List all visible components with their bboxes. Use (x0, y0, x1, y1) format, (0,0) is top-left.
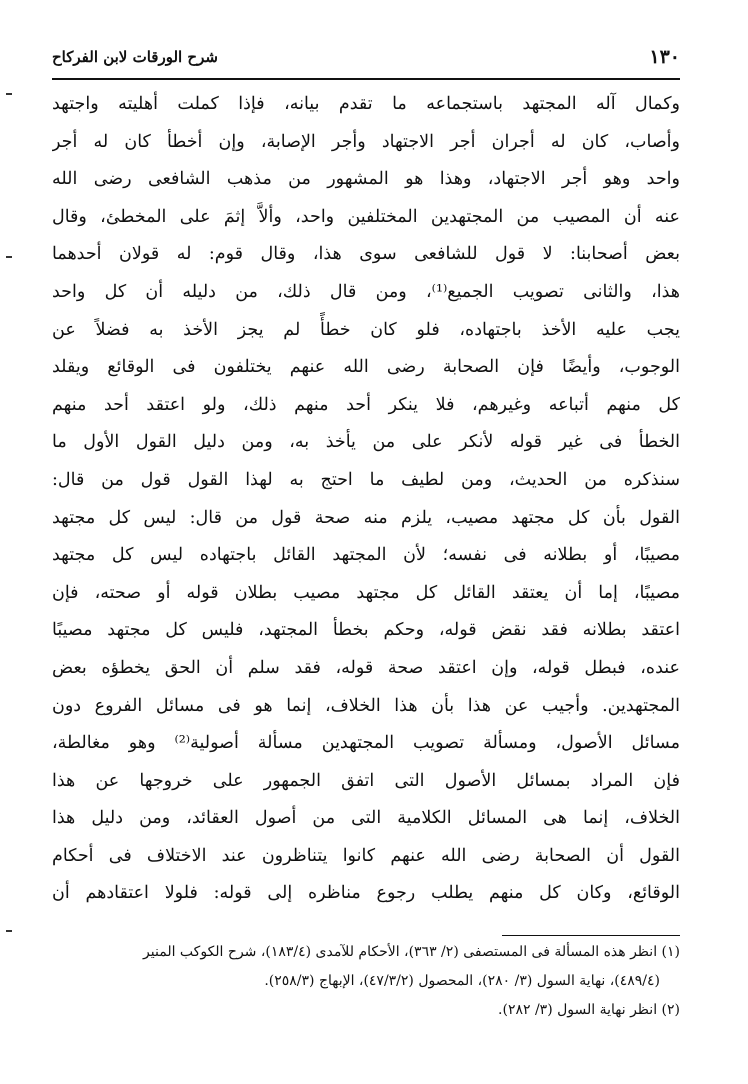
text-line: وأصاب، كان له أجران أجر الاجتهاد وأجر الإصابة، وإن أخطأ كان له أجر (52, 131, 680, 152)
text-line: اعتقد بطلانه فقد نقض قوله، وحكم بخطأ المجتهد، فليس كل مجتهد مصيبًا (52, 620, 680, 641)
page-header (52, 42, 680, 76)
text-line: بعض أصحابنا: لا قول للشافعى سوى هذا، وقال قوم: له قولان أحدهما (52, 244, 680, 265)
text-line: الوجوب، وأيضًا فإن الصحابة رضى الله عنهم يختلفون فى الوقائع ويقلد (52, 357, 680, 378)
text-line: سنذكره من الحديث، ومن لطيف ما احتج به لهذا القول قول من قال: (52, 469, 680, 490)
page-number: ١٣٠ (649, 46, 680, 68)
running-title: شرح الورقات لابن الفركاح (52, 48, 218, 66)
text-line: كل منهم أتباعه وغيرهم، فلا ينكر أحد منهم ذلك، ولو اعتقد أحد منهم (52, 394, 680, 415)
footnote-2: (٢) انظر نهاية السول (٣/ ٢٨٢). (498, 1002, 680, 1018)
margin-mark (6, 930, 12, 932)
text-line: الوقائع، وكان كل منهم يطلب رجوع مناظره إلى قوله: فلولا اعتقادهم أن (52, 883, 680, 904)
margin-mark (6, 93, 12, 95)
text-line: مسائل الأصول، ومسألة تصويب المجتهدين مسألة أصولية⁽²⁾ وهو مغالطة، (52, 733, 680, 754)
text-line: الخطأ فى غير قوله لأنكر على من يأخذ به، ومن دليل القول الأول ما (52, 432, 680, 453)
margin-mark (6, 256, 12, 258)
text-line: المجتهدين. وأجيب عن هذا بأن هذا الخلاف، إنما هو فى مسائل الفروع دون (52, 695, 680, 716)
text-line: واحد وهو أجر الاجتهاد، وهذا هو المشهور من مذهب الشافعى رضى الله (52, 169, 680, 190)
footnote-1: (١) انظر هذه المسألة فى المستصفى (٢/ ٣٦٣)، الأحكام للآمدى (١٨٣/٤)، شرح الكوكب المنير (143, 944, 680, 960)
text-line: هذا، والثانى تصويب الجميع⁽¹⁾، ومن قال ذلك، من دليله أن كل واحد (52, 281, 680, 302)
text-line: عنده، فبطل قوله، وإن اعتقد صحة قوله، فقد سلم أن الحق يخطؤه بعض (52, 657, 680, 678)
footnotes (60, 938, 680, 1025)
text-line: القول بأن كل مجتهد مصيب، يلزم منه صحة قول من قال: ليس كل مجتهد (52, 507, 680, 528)
text-line: عنه أن المصيب من المجتهدين المختلفين واحد، وألاَّ إثمَ على المخطئ، وقال (52, 206, 680, 227)
footnote-rule (502, 935, 680, 936)
text-line: يجب عليه الأخذ باجتهاده، فلو كان خطأً لم يجز الأخذ به فضلاً عن (52, 319, 680, 340)
body-text (52, 86, 680, 913)
text-line: فإن المراد بمسائل الأصول التى اتفق الجمهور على خروجها عن هذا (52, 770, 680, 791)
text-line: مصيبًا، إما أن يعتقد القائل كل مجتهد مصيب بطلان قوله أو صحته، فإن (52, 582, 680, 603)
text-line: وكمال آله المجتهد باستجماعه ما تقدم بيانه، فإذا كملت أهليته واجتهد (52, 94, 680, 114)
header-rule (52, 78, 680, 80)
text-line: الخلاف، إنما هى المسائل الكلامية التى من أصول العقائد، ومن دليل هذا (52, 808, 680, 829)
footnote-1-continuation: (٤٨٩/٤)، نهاية السول (٣/ ٢٨٠)، المحصول (٤٧/٣/٢)، الإبهاج (٢٥٨/٣). (264, 973, 660, 989)
text-line: مصيبًا، أو بطلانه فى نفسه؛ لأن المجتهد القائل باجتهاده ليس كل مجتهد (52, 545, 680, 566)
text-line: القول أن الصحابة رضى الله عنهم كانوا يتناظرون عند الاختلاف فى أحكام (52, 845, 680, 866)
